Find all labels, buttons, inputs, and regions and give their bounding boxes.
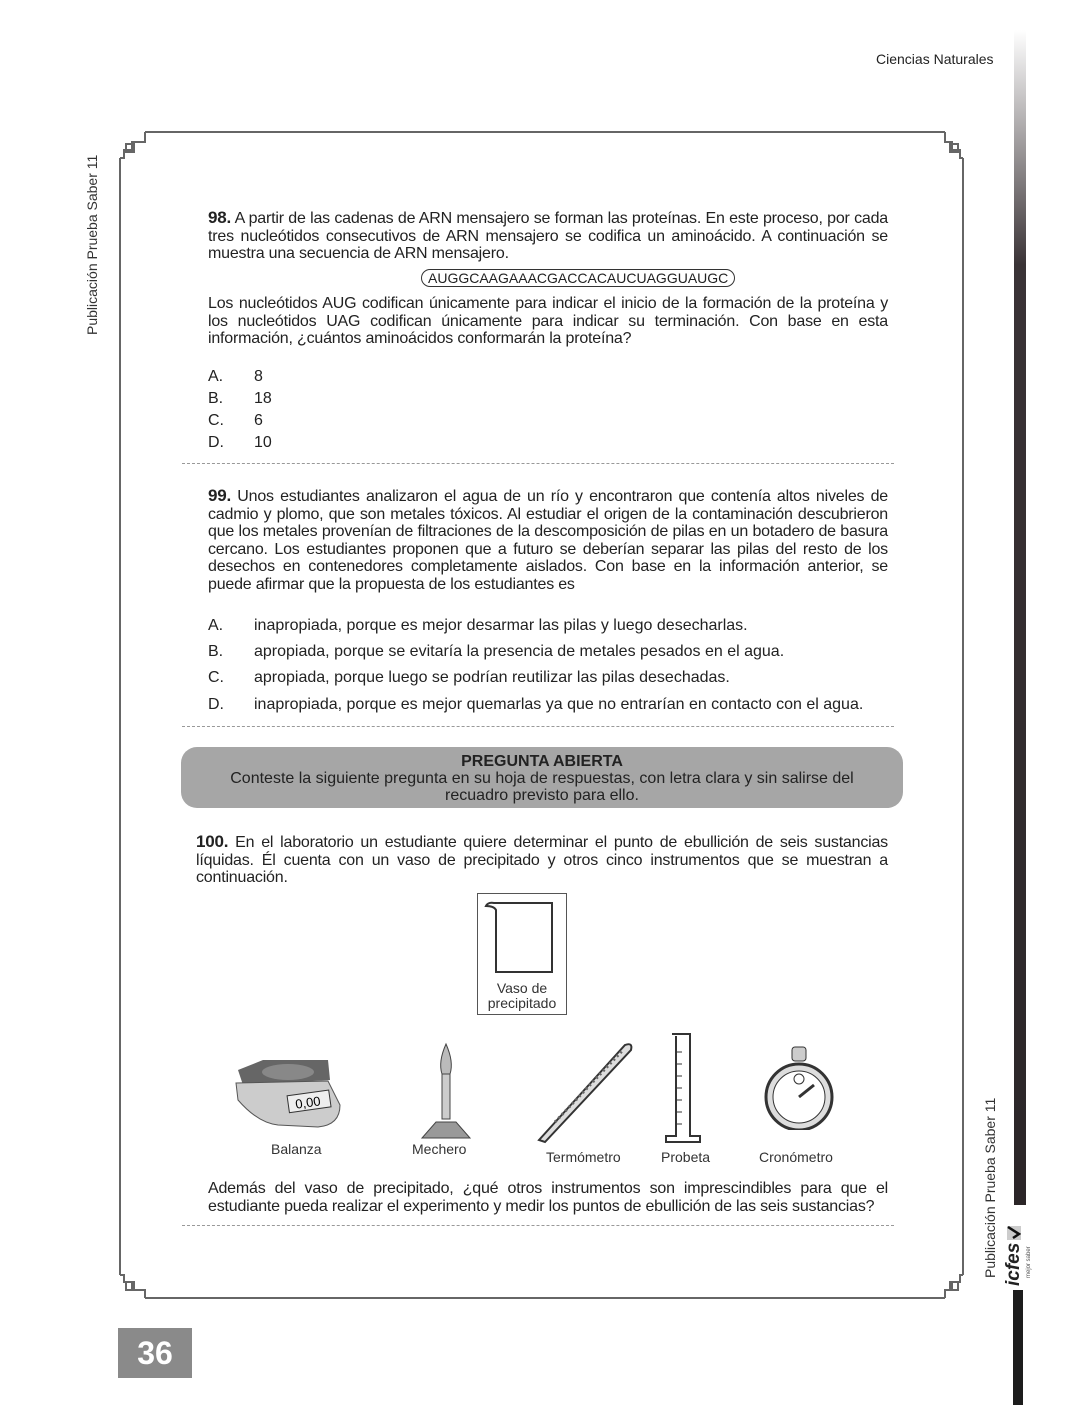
q100-stem: 100. En el laboratorio un estudiante quiere determinar el punto de ebullición de seis sustancias líquidas. Él cuenta con un vaso de precipitado y otros cinco instrumentos que se muestran a continuación. bbox=[196, 832, 888, 886]
divider bbox=[182, 463, 894, 464]
q100-question: Además del vaso de precipitado, ¿qué otros instrumentos son imprescindibles para que el estudiante pueda realizar el experimento y medir los puntos de ebullición de las seis sustancias? bbox=[208, 1180, 888, 1215]
scale-display: 0,00 bbox=[294, 1093, 322, 1112]
beaker-figure bbox=[477, 893, 567, 1015]
q98-option-c[interactable]: C. 6 bbox=[208, 412, 263, 429]
instrument-label-balanza: Balanza bbox=[271, 1141, 322, 1157]
side-label-right: Publicación Prueba Saber 11 bbox=[982, 1097, 998, 1278]
q99-option-d[interactable]: D. inapropiada, porque es mejor quemarlas ya que no entrarían en contacto con el agua. bbox=[208, 696, 864, 713]
stopwatch-icon bbox=[758, 1045, 843, 1130]
graduated-cylinder-icon bbox=[664, 1032, 704, 1144]
open-question-title: PREGUNTA ABIERTA bbox=[461, 753, 623, 770]
q98-option-b[interactable]: B. 18 bbox=[208, 390, 272, 407]
beaker-label: Vaso de precipitado bbox=[487, 980, 557, 1011]
instrument-label-probeta: Probeta bbox=[661, 1149, 711, 1165]
q98-stem2: Los nucleótidos AUG codifican únicamente para indicar el inicio de la formación de la proteína y los nucleótidos UAG codifican únicamente para indicar su terminación. Con base en esta información, ¿cuántos aminoácidos conformarán la proteína? bbox=[208, 295, 888, 347]
open-question-text: Conteste la siguiente pregunta en su hoja de respuestas, con letra clara y sin salirse del recuadro previsto para ello. bbox=[230, 770, 854, 804]
instrument-label-mechero: Mechero bbox=[412, 1141, 467, 1157]
q99-option-c[interactable]: C. apropiada, porque luego se podrían reutilizar las pilas desechadas. bbox=[208, 669, 730, 686]
scale-icon bbox=[228, 1055, 348, 1130]
open-question-banner bbox=[181, 747, 903, 808]
rna-sequence: AUGGCAAGAAACGACCACAUCUAGGUAUGC bbox=[421, 269, 735, 287]
page-number: 36 bbox=[118, 1328, 192, 1378]
logo-text: icfes bbox=[1003, 1242, 1024, 1286]
subject-header: Ciencias Naturales bbox=[876, 51, 994, 67]
q98-option-a[interactable]: A. 8 bbox=[208, 368, 263, 385]
q99-stem: 99. Unos estudiantes analizaron el agua de un río y encontraron que contenía altos niveles de cadmio y plomo, que son metales tóxicos. Al estudiar el origen de la contaminación descubrieron que los metales provenían de filtraciones de la descomposición de pilas en un botadero de basura cercano. Los estudiantes proponen que a futuro se deberían separar las pilas del resto de los desechos en contenedores completamente aislados. Con base en la información anterior, se puede afirmar que la propuesta de los estudiantes es bbox=[208, 486, 888, 593]
divider bbox=[182, 1225, 894, 1226]
q98-stem: 98. A partir de las cadenas de ARN mensajero se forman las proteínas. En este proceso, por cada tres nucleótidos consecutivos de ARN mensajero se codifica un aminoácido. A continuación se muestra una secuencia de ARN mensajero. bbox=[208, 208, 888, 262]
q98-option-d[interactable]: D. 10 bbox=[208, 434, 272, 451]
side-label-left: Publicación Prueba Saber 11 bbox=[84, 154, 100, 335]
divider bbox=[182, 726, 894, 727]
q99-option-a[interactable]: A. inapropiada, porque es mejor desarmar las pilas y luego desecharlas. bbox=[208, 617, 748, 634]
beaker-icon bbox=[478, 894, 566, 976]
thermometer-icon bbox=[535, 1040, 635, 1145]
instrument-label-cronometro: Cronómetro bbox=[759, 1149, 833, 1165]
burner-icon bbox=[414, 1042, 474, 1142]
q99-option-b[interactable]: B. apropiada, porque se evitaría la presencia de metales pesados en el agua. bbox=[208, 643, 785, 660]
logo-tagline: mejor saber bbox=[1026, 1246, 1032, 1278]
instrument-label-termometro: Termómetro bbox=[546, 1149, 621, 1165]
